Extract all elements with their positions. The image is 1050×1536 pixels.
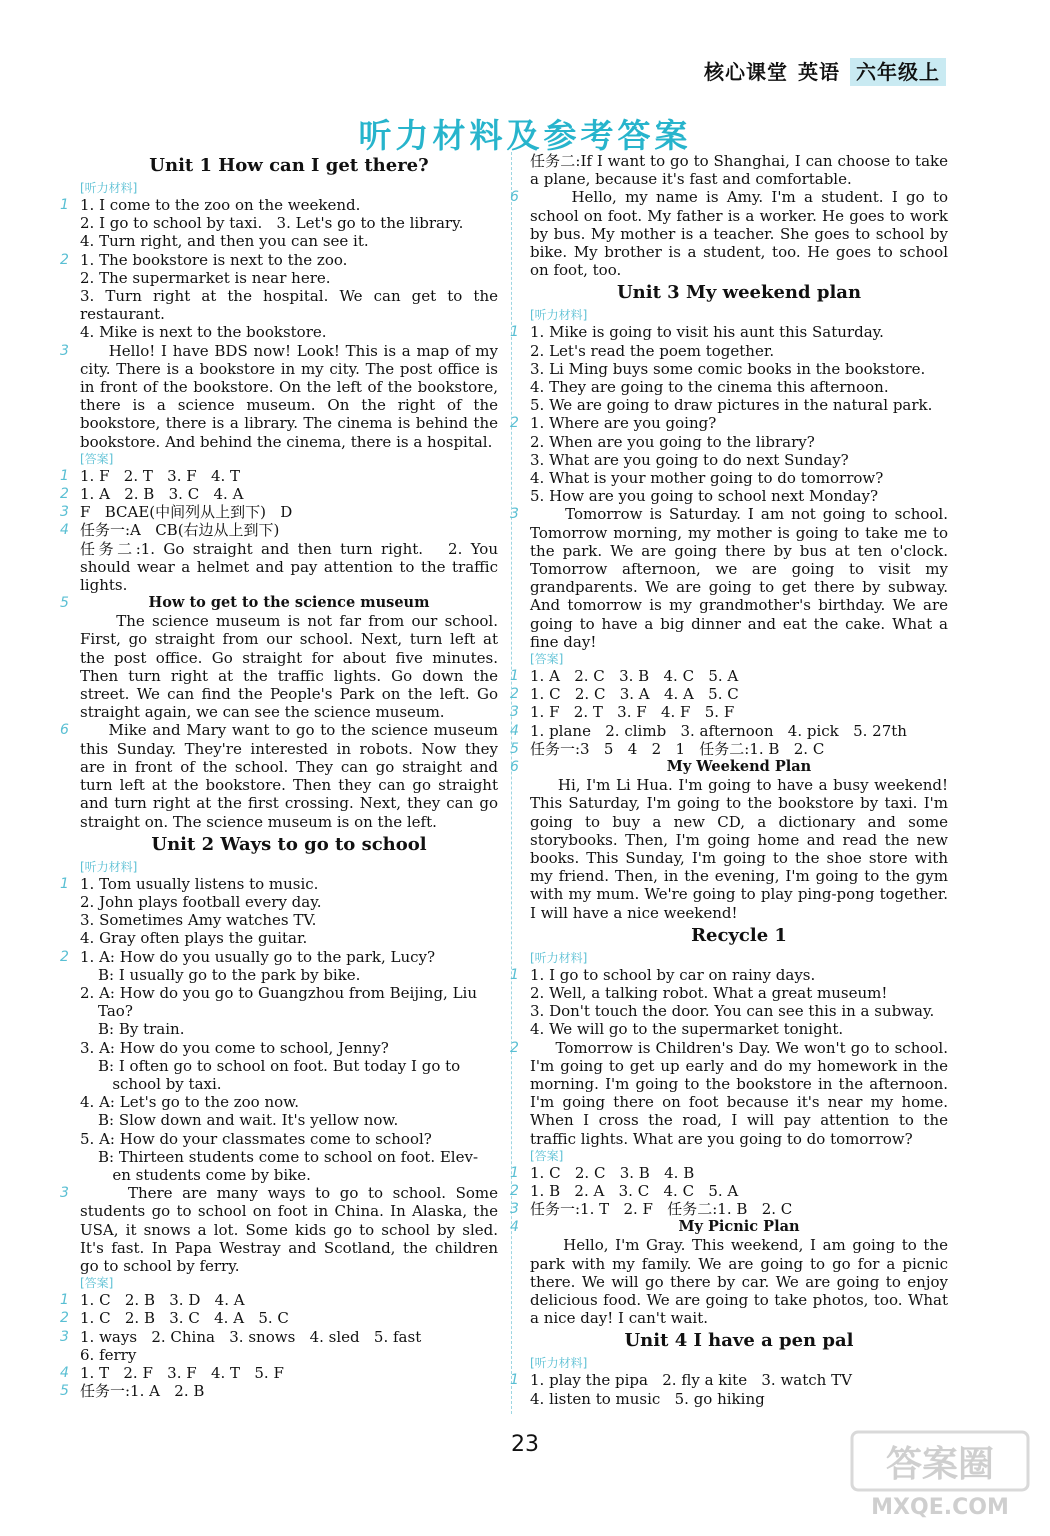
subheading-text: How to get to the science museum — [148, 594, 430, 612]
text-line-text: 3. Don't touch the door. You can see this in a subway. — [530, 1002, 935, 1021]
text-line-text: 4. Gray often plays the guitar. — [80, 929, 308, 948]
question-number: 3 — [510, 1201, 519, 1218]
text-line — [60, 1382, 498, 1401]
text-line — [530, 1390, 948, 1408]
text-line — [510, 1200, 948, 1219]
text-line-text: B: Thirteen students come to school on foot. Elev- — [98, 1147, 479, 1166]
section-heading-text: Unit 3 My weekend plan — [616, 282, 862, 304]
text-line-text: 4. listen to music 5. go hiking — [530, 1389, 765, 1408]
text-line-text: 任务一:1. A 2. B — [80, 1382, 205, 1401]
question-number: 2 — [510, 1039, 519, 1056]
subheading — [510, 1218, 948, 1236]
text-line — [60, 874, 498, 893]
question-number: 3 — [510, 704, 519, 721]
watermark-domain: MXQE.COM — [871, 1495, 1009, 1520]
question-number: 4 — [510, 722, 519, 739]
text-line-text: 6. ferry — [80, 1345, 137, 1364]
text-line — [80, 1166, 498, 1184]
text-line-text: 2. A: How do you go to Guangzhou from Beijing, Liu — [80, 983, 477, 1002]
section-heading-text: Recycle 1 — [691, 924, 787, 946]
text-line-text: 3. Li Ming buys some comic books in the bookstore. — [530, 359, 926, 378]
question-number: 5 — [60, 1383, 69, 1400]
text-line-text: 任务一:3 5 4 2 1 任务二:1. B 2. C — [530, 739, 825, 758]
paragraph — [530, 152, 953, 189]
text-line-text: 2. I go to school by taxi. 3. Let's go to the library. — [80, 214, 464, 233]
text-line-text: 1. T 2. F 3. F 4. T 5. F — [80, 1363, 284, 1382]
text-line — [80, 1346, 498, 1364]
text-line — [60, 250, 498, 269]
text-line-text: 1. ways 2. China 3. snows 4. sled 5. fast — [80, 1327, 422, 1346]
text-line — [510, 323, 948, 342]
text-line-text: 4. What is your mother going to do tomorrow? — [530, 469, 884, 488]
paragraph-text: There are many ways to go to school. Some students go to school on foot in China. In Alaska, the USA, it snows a lot. Some kids go to school by sled. It's fast. In Papa Westray and Scotland, the children go to school by ferry. — [80, 1184, 503, 1275]
text-line-text: 4. Turn right, and then you can see it. — [80, 232, 369, 251]
subheading — [60, 594, 498, 612]
text-line — [60, 1363, 498, 1382]
question-number: 2 — [60, 1310, 69, 1327]
text-line — [80, 1130, 498, 1148]
question-number: 1 — [60, 1292, 69, 1309]
text-line — [60, 485, 498, 504]
section-heading-text: Unit 1 How can I get there? — [149, 155, 429, 176]
text-line — [60, 466, 498, 485]
text-line — [530, 984, 948, 1002]
text-line — [530, 396, 948, 414]
question-number: 6 — [510, 759, 519, 776]
text-line — [530, 1020, 948, 1038]
text-line-text: 5. We are going to draw pictures in the natural park. — [530, 396, 933, 415]
right-column — [510, 152, 953, 1408]
text-line — [80, 287, 503, 324]
text-line-text: 1. Mike is going to visit his aunt this Saturday. — [530, 323, 884, 342]
text-line — [60, 503, 498, 522]
subheading-text: My Weekend Plan — [666, 758, 812, 776]
text-line-text: 3. What are you going to do next Sunday? — [530, 450, 849, 469]
text-line-text: 1. Tom usually listens to music. — [80, 874, 319, 893]
text-line — [80, 269, 498, 287]
section-tag-text: [听力材料] — [80, 181, 138, 195]
text-line-text: 1. play the pipa 2. fly a kite 3. watch TV — [530, 1371, 852, 1390]
question-number: 5 — [510, 740, 519, 757]
question-number: 2 — [510, 1182, 519, 1199]
text-line-text: 1. I come to the zoo on the weekend. — [80, 196, 361, 214]
subheading-text: My Picnic Plan — [678, 1218, 800, 1236]
paragraph-text: Hello, my name is Amy. I'm a student. I go to school on foot. My father is a worker. He goes to work by bus. My mother is a teacher. She goes to school by bike. My brother is a student, too. He goes to school on foot, too. — [530, 188, 953, 280]
text-line-text: 任务一:1. T 2. F 任务二:1. B 2. C — [530, 1200, 793, 1219]
paragraph — [530, 776, 953, 922]
text-line-text: 2. When are you going to the library? — [530, 432, 815, 451]
paragraph — [530, 1236, 953, 1328]
section-tag — [530, 1148, 948, 1164]
text-line — [80, 966, 498, 984]
section-tag-text: [听力材料] — [530, 1356, 588, 1371]
paragraph-text: Hello, I'm Gray. This weekend, I am going to the park with my family. We are going to go for a picnic there. We will go there by car. We are going to enjoy delicious food. We are going to take photos, too. What a nice day! I can't wait. — [530, 1236, 953, 1328]
question-number: 2 — [510, 686, 519, 703]
paragraph — [60, 1184, 503, 1275]
subject: 英语 — [798, 60, 840, 84]
text-line-text: 1. plane 2. climb 3. afternoon 4. pick 5. 27th — [530, 721, 907, 740]
text-line — [530, 487, 948, 505]
text-line — [530, 451, 948, 469]
section-tag-text: [听力材料] — [530, 308, 588, 323]
text-line-text: 2. John plays football every day. — [80, 892, 322, 911]
text-line-text: 5. A: How do your classmates come to school? — [80, 1129, 432, 1148]
section-heading-text: Unit 4 I have a pen pal — [624, 1330, 854, 1352]
text-line — [80, 911, 498, 929]
text-line — [60, 1291, 498, 1310]
text-line — [510, 703, 948, 722]
section-heading — [530, 924, 948, 948]
text-line-text: 1. Where are you going? — [530, 414, 717, 433]
text-line-text: 5. How are you going to school next Monday? — [530, 487, 879, 506]
text-line — [510, 685, 948, 704]
watermark-logo — [850, 1430, 1030, 1522]
left-column — [60, 152, 503, 1401]
section-tag — [80, 451, 498, 467]
paragraph-text: Hello! I have BDS now! Look! This is a map of my city. There is a bookstore in my city. The post office is in front of the bookstore. On the left of the bookstore, there is a science museum. On the right of the bookstore, there is a library. The cinema is behind the bookstore. And behind the cinema, there is a hospital. — [80, 341, 503, 451]
text-line-text: 1. C 2. B 3. C 4. A 5. C — [80, 1309, 289, 1328]
question-number: 3 — [60, 1328, 69, 1345]
paragraph — [510, 188, 953, 280]
text-line — [510, 667, 948, 686]
question-number: 3 — [510, 506, 519, 523]
text-line-text: B: I usually go to the park by bike. — [98, 965, 361, 984]
book-name: 核心课堂 — [704, 60, 788, 84]
text-line — [80, 1148, 498, 1166]
section-tag — [80, 1275, 498, 1291]
text-line — [510, 721, 948, 740]
text-line-text: 1. A: How do you usually go to the park, Lucy? — [80, 947, 436, 966]
text-line — [80, 1039, 498, 1057]
text-line-text: 1. A 2. B 3. C 4. A — [80, 485, 244, 504]
text-line-text: 2. The supermarket is near here. — [80, 268, 331, 287]
paragraph — [80, 539, 503, 595]
section-tag-text: [听力材料] — [80, 859, 138, 874]
text-line-text: Tao? — [98, 1002, 133, 1021]
text-line — [530, 1002, 948, 1020]
text-line — [530, 433, 948, 451]
text-line-text: 3. Turn right at the hospital. We can get to the restaurant. — [80, 287, 503, 324]
section-heading — [530, 1329, 948, 1353]
section-tag — [530, 1355, 948, 1371]
paragraph-text: The science museum is not far from our school. First, go straight from our school. Next, turn left at the post office. Go straight for about five minutes. Then turn right at the traffic lights. Go down the street. We can find the People's Park on the left. Go straight again, we can see the science museum. — [80, 612, 503, 722]
section-tag-text: [答案] — [80, 451, 114, 466]
question-number: 4 — [510, 1219, 519, 1236]
paragraph — [60, 721, 503, 831]
paragraph-text: Mike and Mary want to go to the science museum this Sunday. They're interested in robots. Now they are in front of the school. They can go straight and turn left at the bookstore. Then they can go straight and turn right at the first crossing. Next, they can go straight on. The science museum is on the left. — [80, 721, 503, 831]
text-line — [510, 1371, 948, 1390]
question-number: 4 — [60, 1364, 69, 1381]
running-header — [694, 56, 946, 85]
text-line-text: 任务一:A CB(右边从上到下) — [80, 521, 280, 540]
text-line — [80, 232, 498, 250]
section-tag-text: [答案] — [530, 652, 564, 667]
text-line — [80, 323, 498, 341]
text-line — [80, 1020, 498, 1038]
text-line — [510, 1163, 948, 1182]
text-line — [60, 196, 498, 214]
paragraph — [60, 341, 503, 451]
paragraph-text: 任务二:1. Go straight and then turn right. 2. You should wear a helmet and pay attention to the traffic lights. — [80, 539, 503, 595]
question-number: 1 — [60, 875, 69, 892]
section-heading — [530, 281, 948, 305]
subheading — [510, 758, 948, 776]
question-number: 1 — [60, 467, 69, 484]
section-tag-text: [答案] — [80, 1276, 114, 1291]
question-number: 1 — [510, 966, 519, 983]
paragraph — [510, 505, 953, 651]
text-line-text: 1. F 2. T 3. F 4. T — [80, 466, 241, 485]
text-line — [60, 521, 498, 540]
text-line-text: B: Slow down and wait. It's yellow now. — [98, 1111, 399, 1130]
text-line — [60, 1309, 498, 1328]
text-line — [510, 1181, 948, 1200]
watermark-text: 答案圈 — [885, 1444, 995, 1485]
page-number: 23 — [511, 1432, 539, 1457]
text-line-text: B: I often go to school on foot. But today I go to — [98, 1056, 461, 1075]
text-line — [530, 342, 948, 360]
text-line — [80, 1093, 498, 1111]
question-number: 2 — [510, 415, 519, 432]
section-tag — [530, 307, 948, 323]
question-number: 3 — [60, 342, 69, 359]
question-number: 2 — [60, 251, 69, 268]
text-line — [60, 1327, 498, 1346]
question-number: 4 — [60, 522, 69, 539]
page-title: 听力材料及参考答案 — [358, 116, 692, 155]
text-line-text: 3. A: How do you come to school, Jenny? — [80, 1038, 389, 1057]
question-number: 1 — [510, 1164, 519, 1181]
question-number: 1 — [510, 668, 519, 685]
paragraph-text: 任务二:If I want to go to Shanghai, I can choose to take a plane, because it's fast and comfortable. — [530, 152, 953, 189]
section-tag — [80, 180, 498, 196]
text-line-text: B: By train. — [98, 1020, 185, 1039]
text-line-text: 1. A 2. C 3. B 4. C 5. A — [530, 667, 739, 686]
section-tag — [530, 950, 948, 966]
question-number: 1 — [60, 197, 69, 213]
text-line — [80, 1075, 498, 1093]
grade: 六年级上 — [850, 58, 946, 86]
text-line-text: 2. Well, a talking robot. What a great museum! — [530, 983, 888, 1002]
question-number: 6 — [60, 722, 69, 739]
text-line-text: en students come by bike. — [98, 1165, 311, 1184]
text-line-text: 4. They are going to the cinema this afternoon. — [530, 378, 889, 397]
section-heading — [80, 833, 498, 857]
text-line — [80, 214, 498, 232]
text-line — [80, 1111, 498, 1129]
question-number: 2 — [60, 486, 69, 503]
paragraph — [80, 612, 503, 722]
question-number: 1 — [510, 1372, 519, 1389]
text-line-text: 3. Sometimes Amy watches TV. — [80, 911, 317, 930]
text-line-text: 1. The bookstore is next to the zoo. — [80, 250, 348, 269]
paragraph-text: Tomorrow is Children's Day. We won't go to school. I'm going to get up early and do my homework in the morning. I'm going to the bookstore in the afternoon. I'm going there on foot because it's near my home. When I cross the road, I will pay attention to the traffic lights. What are you going to do tomorrow? — [530, 1038, 953, 1148]
question-number: 3 — [60, 504, 69, 521]
text-line-text: 1. I go to school by car on rainy days. — [530, 965, 816, 984]
question-number: 1 — [510, 324, 519, 341]
text-line — [80, 984, 498, 1002]
section-tag — [530, 651, 948, 667]
text-line-text: 1. C 2. B 3. D 4. A — [80, 1291, 245, 1310]
text-line-text: 1. C 2. C 3. A 4. A 5. C — [530, 685, 739, 704]
text-line-text: 4. A: Let's go to the zoo now. — [80, 1093, 300, 1112]
text-line — [60, 947, 498, 966]
section-heading — [80, 154, 498, 178]
text-line-text: F BCAE(中间列从上到下) D — [80, 503, 293, 522]
paragraph-text: Tomorrow is Saturday. I am not going to school. Tomorrow morning, my mother is going to take me to the park. We are going there by bus at ten o'clock. Tomorrow afternoon, we are going to visit my grandparents. We are going to get there by subway. And tomorrow is my grandmother's birthday. We are going to have a big dinner and eat the cake. What a fine day! — [530, 505, 953, 651]
text-line-text: 4. Mike is next to the bookstore. — [80, 323, 327, 342]
paragraph-text: Hi, I'm Li Hua. I'm going to have a busy weekend! This Saturday, I'm going to the bookstore by taxi. I'm going to buy a new CD, a dictionary and some storybooks. Then, I'm going home and read the new books. This Sunday, I'm going to the shoe store with my friend. Then, in the evening, I'm going to the gym with my mum. We're going to play ping-pong together. I will have a nice weekend! — [530, 776, 953, 922]
text-line-text: 1. F 2. T 3. F 4. F 5. F — [530, 703, 735, 722]
text-line — [80, 1002, 498, 1020]
paragraph — [510, 1038, 953, 1148]
question-number: 6 — [510, 189, 519, 206]
text-line-text: school by taxi. — [98, 1074, 222, 1093]
text-line-text: 4. We will go to the supermarket tonight. — [530, 1020, 844, 1039]
text-line — [80, 929, 498, 947]
text-line-text: 1. B 2. A 3. C 4. C 5. A — [530, 1181, 739, 1200]
text-line — [530, 378, 948, 396]
text-line — [80, 893, 498, 911]
text-line — [510, 739, 948, 758]
question-number: 2 — [60, 948, 69, 965]
section-tag — [80, 859, 498, 875]
section-tag-text: [听力材料] — [530, 950, 588, 965]
text-line-text: 1. C 2. C 3. B 4. B — [530, 1163, 695, 1182]
question-number: 5 — [60, 595, 69, 612]
section-tag-text: [答案] — [530, 1148, 564, 1163]
text-line — [80, 1057, 498, 1075]
text-line — [510, 965, 948, 984]
text-line — [530, 360, 948, 378]
text-line — [510, 414, 948, 433]
section-heading-text: Unit 2 Ways to go to school — [151, 833, 427, 855]
text-line-text: 2. Let's read the poem together. — [530, 341, 775, 360]
question-number: 3 — [60, 1185, 69, 1202]
text-line — [530, 469, 948, 487]
